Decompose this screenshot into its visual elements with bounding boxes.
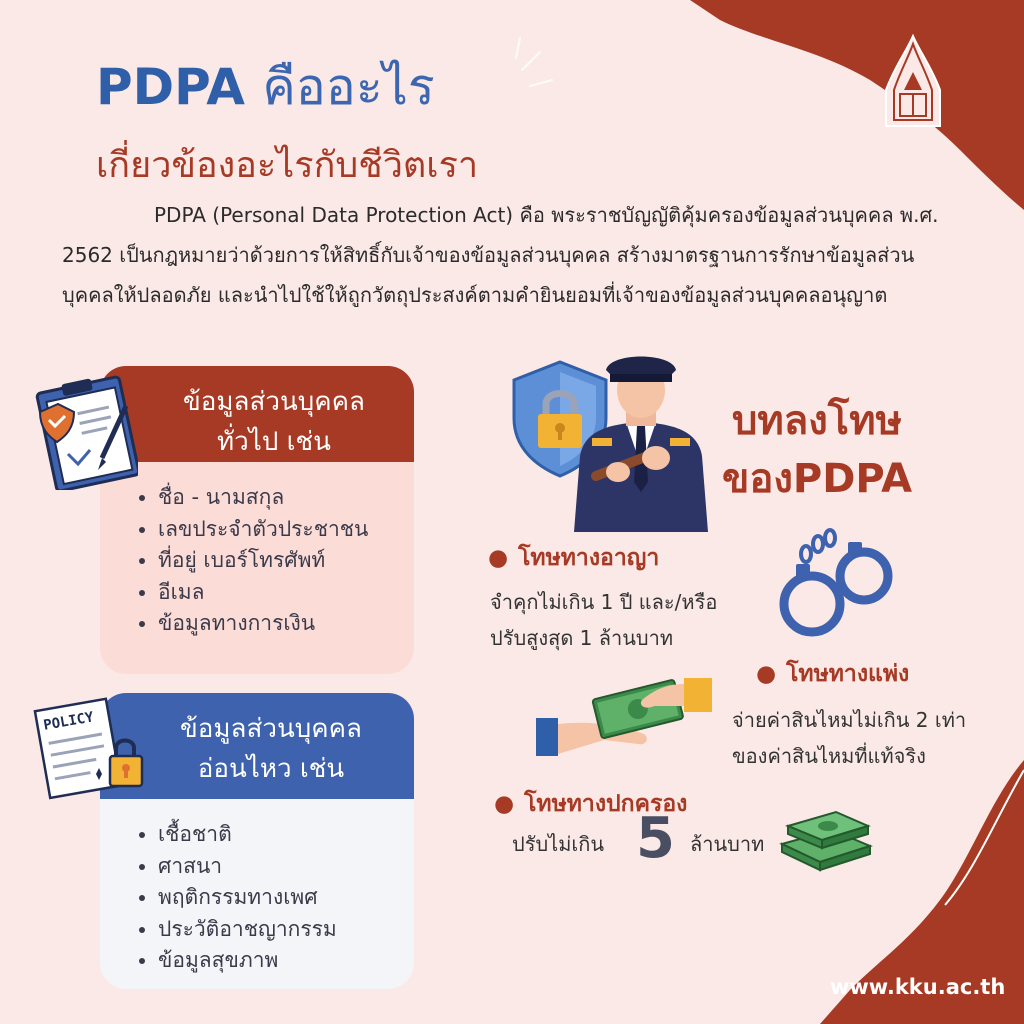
policy-label: POLICY <box>42 709 95 734</box>
criminal-penalty-line2: ปรับสูงสุด 1 ล้านบาท <box>490 626 674 650</box>
list-item: • พฤติกรรมทางเพศ <box>158 882 414 914</box>
admin-penalty-label: โทษทางปกครอง <box>524 791 688 817</box>
title-th: คืออะไร <box>262 58 435 116</box>
general-data-list <box>100 482 414 640</box>
intro-paragraph: PDPA (Personal Data Protection Act) คือ พระราชบัญญัติคุ้มครองข้อมูลส่วนบุคคล พ.ศ. 2562 เป็นกฎหมายว่าด้วยการให้สิทธิ์กับเจ้าของข้อมูลส่วนบุคคล สร้างมาตรฐานการรักษาข้อมูลส่วนบุคคลให้ปลอดภัย และนำไปใช้ให้ถูกวัตถุประสงค์ตามคำยินยอมที่เจ้าของข้อมูลส่วนบุคคลอนุญาต <box>62 203 939 307</box>
general-data-card <box>100 366 414 674</box>
penalty-title <box>722 392 912 508</box>
criminal-penalty-label: โทษทางอาญา <box>518 545 660 571</box>
general-card-header <box>100 366 414 462</box>
list-item: • ประวัติอาชญากรรม <box>158 914 414 946</box>
criminal-penalty-heading <box>488 540 659 576</box>
general-card-title-line1: ข้อมูลส่วนบุคคล <box>183 387 365 417</box>
list-item: • ข้อมูลทางการเงิน <box>158 608 414 640</box>
money-handover-icon <box>534 670 720 766</box>
clipboard-shield-icon <box>28 372 138 490</box>
penalty-title-line1: บทลงโทษ <box>732 398 903 444</box>
penalty-title-line2: ของPDPA <box>722 456 913 502</box>
general-card-title-line2: ทั่วไป เช่น <box>217 427 331 457</box>
money-stack-icon <box>778 800 874 872</box>
civil-penalty-heading <box>756 656 909 692</box>
list-item: • อีเมล <box>158 577 414 609</box>
civil-penalty-line1: จ่ายค่าสินไหมไม่เกิน 2 เท่า <box>732 708 967 732</box>
policy-document-lock-icon <box>30 696 158 800</box>
list-item: • ข้อมูลสุขภาพ <box>158 945 414 977</box>
list-item: • ที่อยู่ เบอร์โทรศัพท์ <box>158 545 414 577</box>
title-en: PDPA <box>96 58 245 116</box>
admin-penalty-prefix: ปรับไม่เกิน <box>512 832 604 856</box>
police-officer-icon <box>566 346 716 532</box>
list-item: • ชื่อ - นามสกุล <box>158 482 414 514</box>
list-item: • เชื้อชาติ <box>158 819 414 851</box>
sensitive-data-list <box>100 819 414 977</box>
list-item: • เลขประจำตัวประชาชน <box>158 514 414 546</box>
university-logo-icon <box>880 34 946 134</box>
page-subtitle: เกี่ยวข้องอะไรกับชีวิตเรา <box>96 145 479 186</box>
criminal-penalty-line1: จำคุกไม่เกิน 1 ปี และ/หรือ <box>490 590 718 614</box>
bullet-icon: ● <box>756 661 777 687</box>
sparkle-lines <box>516 38 552 86</box>
handcuffs-icon <box>772 520 902 640</box>
admin-penalty-amount: 5 <box>636 806 675 871</box>
civil-penalty-label: โทษทางแพ่ง <box>786 661 910 687</box>
admin-penalty-suffix: ล้านบาท <box>690 832 765 856</box>
bullet-icon: ● <box>494 791 515 817</box>
list-item: • ศาสนา <box>158 851 414 883</box>
footer-url-link[interactable]: www.kku.ac.th <box>830 975 1006 999</box>
civil-penalty-line2: ของค่าสินไหมที่แท้จริง <box>732 744 926 768</box>
sensitive-card-title-line1: ข้อมูลส่วนบุคคล <box>180 714 362 744</box>
sensitive-card-title-line2: อ่อนไหว เช่น <box>197 754 345 784</box>
page-title <box>96 48 435 127</box>
bullet-icon: ● <box>488 545 509 571</box>
